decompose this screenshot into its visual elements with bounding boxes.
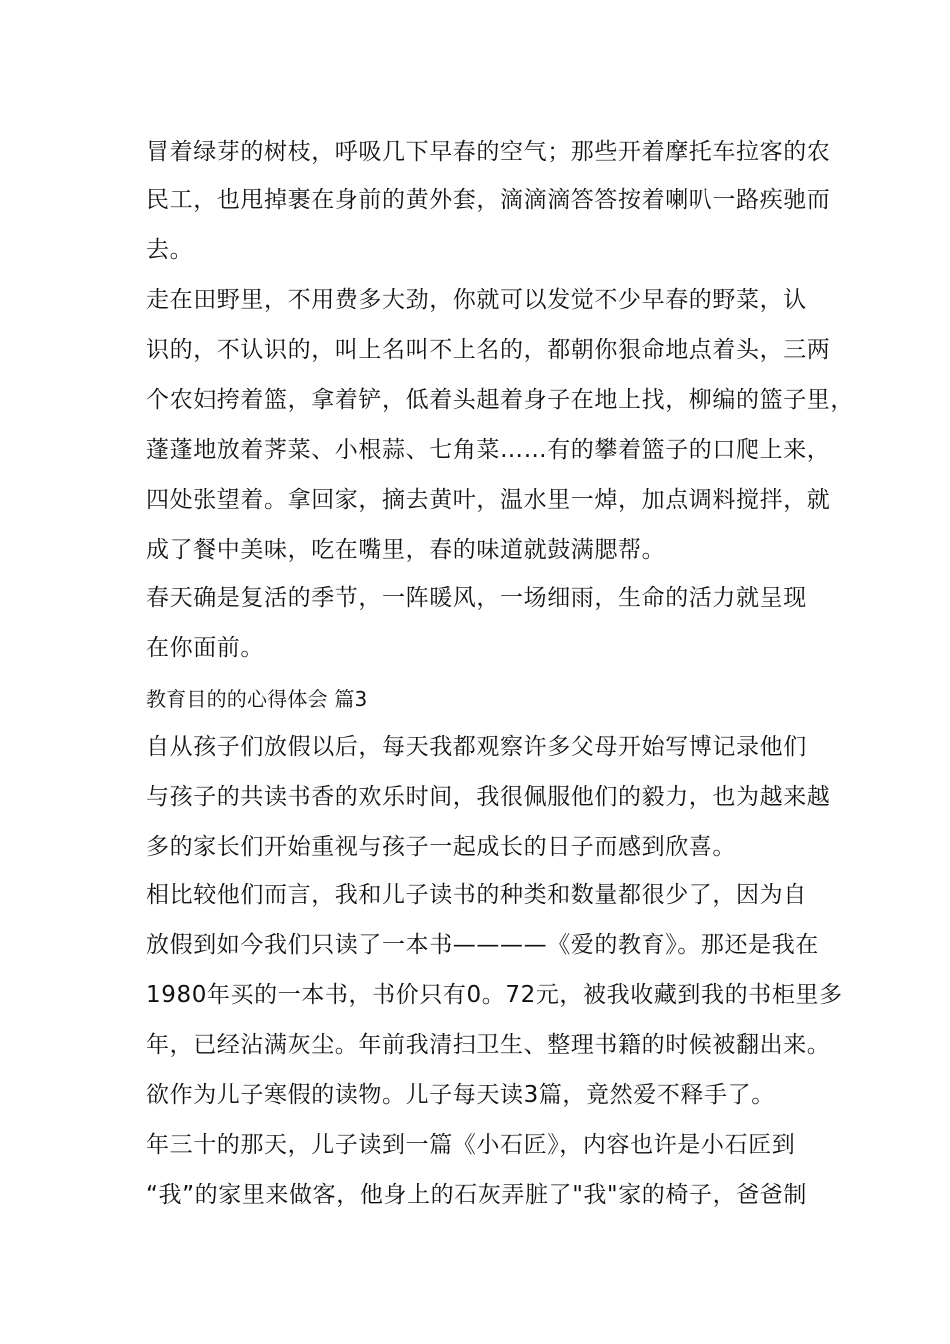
text-line: 与孩子的共读书香的欢乐时间，我很佩服他们的毅力，也为越来越 — [146, 784, 831, 810]
text-line: “我”的家里来做客，他身上的石灰弄脏了"我"家的椅子，爸爸制 — [146, 1182, 807, 1208]
text-line: 个农妇挎着篮，拿着铲，低着头趄着身子在地上找，柳编的篮子里， — [146, 387, 854, 413]
text-line: 识的，不认识的，叫上名叫不上名的，都朝你狠命地点着头，三两 — [146, 337, 831, 363]
text-line: 蓬蓬地放着荠菜、小根蒜、七角菜……有的攀着篮子的口爬上来， — [146, 437, 831, 463]
text-line: 放假到如今我们只读了一本书————《爱的教育》。那还是我在 — [146, 932, 819, 958]
text-line: 冒着绿芽的树枝，呼吸几下早春的空气；那些开着摩托车拉客的农 — [146, 139, 831, 165]
text-line: 去。 — [146, 237, 194, 263]
text-line: 1980年买的一本书，书价只有0。72元，被我收藏到我的书柜里多 — [146, 982, 843, 1008]
text-line: 走在田野里，不用费多大劲，你就可以发觉不少早春的野菜，认 — [146, 287, 807, 313]
text-line: 相比较他们而言，我和儿子读书的种类和数量都很少了，因为自 — [146, 882, 807, 908]
text-line: 年三十的那天，儿子读到一篇《小石匠》，内容也许是小石匠到 — [146, 1132, 796, 1158]
section-heading: 教育目的的心得体会 篇3 — [146, 687, 368, 711]
text-line: 自从孩子们放假以后，每天我都观察许多父母开始写博记录他们 — [146, 734, 807, 760]
text-line: 四处张望着。拿回家，摘去黄叶，温水里一焯，加点调料搅拌，就 — [146, 487, 831, 513]
text-line: 在你面前。 — [146, 635, 264, 661]
text-line: 年，已经沾满灰尘。年前我清扫卫生、整理书籍的时候被翻出来。 — [146, 1032, 831, 1058]
text-line: 民工，也甩掉裹在身前的黄外套，滴滴滴答答按着喇叭一路疾驰而 — [146, 187, 831, 213]
text-line: 欲作为儿子寒假的读物。儿子每天读3篇，竟然爱不释手了。 — [146, 1082, 775, 1108]
text-line: 多的家长们开始重视与孩子一起成长的日子而感到欣喜。 — [146, 834, 736, 860]
text-line: 春天确是复活的季节，一阵暖风，一场细雨，生命的活力就呈现 — [146, 585, 807, 611]
text-line: 成了餐中美味，吃在嘴里，春的味道就鼓满腮帮。 — [146, 537, 666, 563]
